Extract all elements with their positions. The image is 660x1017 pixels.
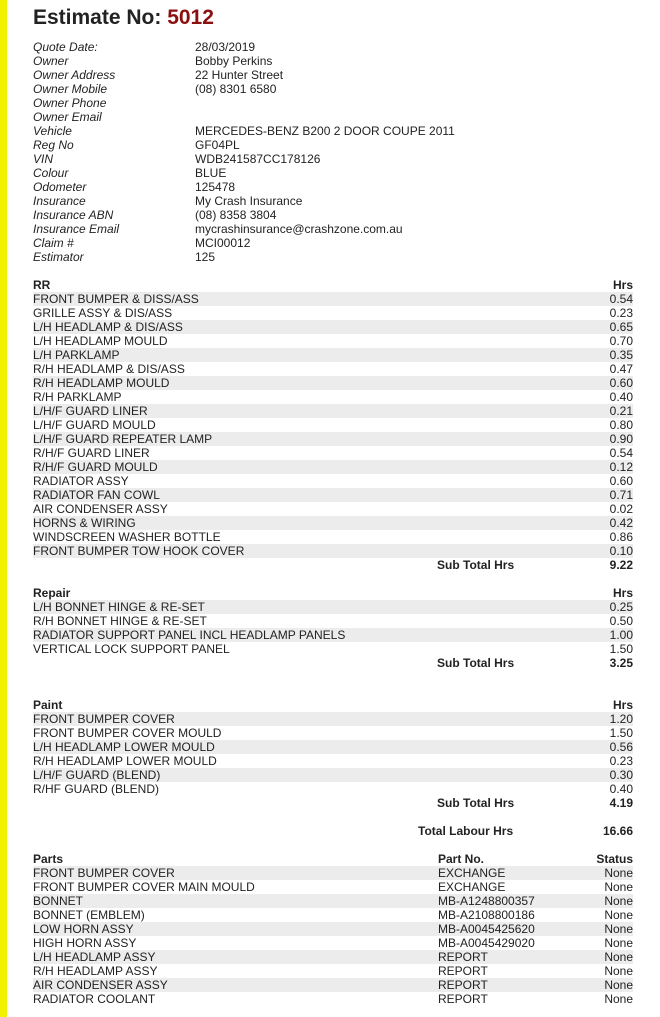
line-item-hours: 0.30 <box>609 768 633 782</box>
part-status: None <box>604 880 633 894</box>
line-item-row <box>33 600 633 614</box>
line-item-row <box>33 502 633 516</box>
subtotal-value: 3.25 <box>609 656 633 670</box>
line-item-hours: 0.40 <box>609 782 633 796</box>
part-description: L/H HEADLAMP ASSY <box>33 950 156 964</box>
line-item-hours: 0.50 <box>609 614 633 628</box>
info-value: MERCEDES-BENZ B200 2 DOOR COUPE 2011 <box>195 124 455 138</box>
part-status: None <box>604 992 633 1006</box>
part-status: None <box>604 908 633 922</box>
line-item-hours: 0.71 <box>609 488 633 502</box>
part-number: REPORT <box>438 978 488 992</box>
info-label: Owner Phone <box>33 96 107 110</box>
total-labour-label: Total Labour Hrs <box>418 824 514 838</box>
info-row <box>33 180 633 194</box>
hrs-column-header: Hrs <box>612 586 633 600</box>
line-item-description: R/HF GUARD (BLEND) <box>33 782 160 796</box>
line-item-row <box>33 530 633 544</box>
part-row <box>33 866 633 880</box>
part-status: None <box>604 894 633 908</box>
rr-header-row <box>33 278 633 292</box>
info-row <box>33 96 633 110</box>
info-value: MCI00012 <box>195 236 251 250</box>
line-item-hours: 0.35 <box>609 348 633 362</box>
part-number: MB-A0045429020 <box>438 936 535 950</box>
info-row <box>33 250 633 264</box>
info-label: Owner Email <box>33 110 102 124</box>
part-status: None <box>604 964 633 978</box>
info-label: Estimator <box>33 250 84 264</box>
subtotal-label: Sub Total Hrs <box>437 796 515 810</box>
line-item-description: R/H PARKLAMP <box>33 390 122 404</box>
info-label: Odometer <box>33 180 87 194</box>
info-row <box>33 138 633 152</box>
info-label: Insurance Email <box>33 222 120 236</box>
info-value: (08) 8358 3804 <box>195 208 277 222</box>
info-row <box>33 40 633 54</box>
info-value: 28/03/2019 <box>195 40 256 54</box>
line-item-description: HORNS & WIRING <box>33 516 136 530</box>
line-item-hours: 0.25 <box>609 600 633 614</box>
part-number: REPORT <box>438 992 488 1006</box>
page-title <box>33 6 214 30</box>
line-item-row <box>33 334 633 348</box>
info-value: mycrashinsurance@crashzone.com.au <box>195 222 403 236</box>
info-row <box>33 54 633 68</box>
part-description: HIGH HORN ASSY <box>33 936 137 950</box>
line-item-row <box>33 516 633 530</box>
part-row <box>33 950 633 964</box>
subtotal-label: Sub Total Hrs <box>437 558 515 572</box>
line-item-row <box>33 376 633 390</box>
info-label: Owner Mobile <box>33 82 108 96</box>
line-item-hours: 1.50 <box>609 642 633 656</box>
part-description: R/H HEADLAMP ASSY <box>33 964 158 978</box>
part-status: None <box>604 950 633 964</box>
line-item-row <box>33 362 633 376</box>
line-item-row <box>33 712 633 726</box>
vehicle-owner-details <box>33 40 633 264</box>
part-row <box>33 922 633 936</box>
part-row <box>33 894 633 908</box>
part-number: EXCHANGE <box>438 866 506 880</box>
subtotal-label: Sub Total Hrs <box>437 656 515 670</box>
line-item-description: L/H/F GUARD LINER <box>33 404 148 418</box>
info-value: My Crash Insurance <box>195 194 303 208</box>
line-item-description: L/H/F GUARD REPEATER LAMP <box>33 432 213 446</box>
line-item-description: R/H HEADLAMP LOWER MOULD <box>33 754 217 768</box>
estimate-number: 5012 <box>167 6 214 29</box>
line-item-row <box>33 292 633 306</box>
line-item-hours: 0.21 <box>609 404 633 418</box>
info-value: BLUE <box>195 166 227 180</box>
info-row <box>33 124 633 138</box>
rr-section <box>33 278 633 572</box>
line-item-hours: 0.86 <box>609 530 633 544</box>
estimate-label: Estimate No: <box>33 6 162 29</box>
line-item-hours: 1.20 <box>609 712 633 726</box>
line-item-description: L/H/F GUARD (BLEND) <box>33 768 161 782</box>
part-number: REPORT <box>438 964 488 978</box>
line-item-row <box>33 768 633 782</box>
line-item-description: R/H BONNET HINGE & RE-SET <box>33 614 207 628</box>
line-item-hours: 0.10 <box>609 544 633 558</box>
parts-title: Parts <box>33 852 64 866</box>
line-item-hours: 0.02 <box>609 502 633 516</box>
info-row <box>33 82 633 96</box>
line-item-hours: 0.56 <box>609 740 633 754</box>
line-item-description: L/H HEADLAMP & DIS/ASS <box>33 320 183 334</box>
line-item-hours: 0.42 <box>609 516 633 530</box>
line-item-description: R/H HEADLAMP & DIS/ASS <box>33 362 185 376</box>
line-item-hours: 0.12 <box>609 460 633 474</box>
part-description: BONNET (EMBLEM) <box>33 908 145 922</box>
part-status: None <box>604 978 633 992</box>
line-item-row <box>33 390 633 404</box>
part-row <box>33 978 633 992</box>
part-no-column-header: Part No. <box>438 852 485 866</box>
rr-subtotal-row <box>33 558 633 572</box>
total-labour-value: 16.66 <box>602 824 633 838</box>
line-item-row <box>33 740 633 754</box>
paint-header-row <box>33 698 633 712</box>
info-label: Owner Address <box>33 68 116 82</box>
info-row <box>33 194 633 208</box>
info-label: Vehicle <box>33 124 72 138</box>
paint-subtotal-row <box>33 796 633 810</box>
line-item-hours: 0.23 <box>609 754 633 768</box>
info-value <box>195 110 633 124</box>
hrs-column-header: Hrs <box>612 698 633 712</box>
line-item-hours: 0.23 <box>609 306 633 320</box>
line-item-row <box>33 628 633 642</box>
part-description: FRONT BUMPER COVER <box>33 866 175 880</box>
line-item-hours: 1.50 <box>609 726 633 740</box>
info-row <box>33 166 633 180</box>
repair-subtotal-row <box>33 656 633 670</box>
hrs-column-header: Hrs <box>612 278 633 292</box>
info-value: 22 Hunter Street <box>195 68 284 82</box>
info-value: (08) 8301 6580 <box>195 82 277 96</box>
part-description: RADIATOR COOLANT <box>33 992 156 1006</box>
info-row <box>33 236 633 250</box>
line-item-row <box>33 404 633 418</box>
line-item-hours: 0.47 <box>609 362 633 376</box>
part-number: REPORT <box>438 950 488 964</box>
left-accent-bar <box>0 0 7 1017</box>
line-item-description: FRONT BUMPER COVER MOULD <box>33 726 222 740</box>
info-row <box>33 222 633 236</box>
line-item-row <box>33 726 633 740</box>
line-item-row <box>33 544 633 558</box>
line-item-description: RADIATOR SUPPORT PANEL INCL HEADLAMP PANELS <box>33 628 346 642</box>
info-label: VIN <box>33 152 54 166</box>
line-item-row <box>33 642 633 656</box>
part-status: None <box>604 936 633 950</box>
line-item-description: FRONT BUMPER TOW HOOK COVER <box>33 544 245 558</box>
line-item-hours: 0.60 <box>609 376 633 390</box>
part-status: None <box>604 866 633 880</box>
info-label: Insurance ABN <box>33 208 114 222</box>
part-row <box>33 992 633 1006</box>
info-value <box>195 96 633 110</box>
part-description: FRONT BUMPER COVER MAIN MOULD <box>33 880 255 894</box>
line-item-description: L/H BONNET HINGE & RE-SET <box>33 600 205 614</box>
line-item-hours: 0.40 <box>609 390 633 404</box>
line-item-description: FRONT BUMPER & DISS/ASS <box>33 292 199 306</box>
part-status: None <box>604 922 633 936</box>
status-column-header: Status <box>596 852 633 866</box>
line-item-description: AIR CONDENSER ASSY <box>33 502 168 516</box>
info-label: Colour <box>33 166 69 180</box>
paint-section <box>33 698 633 810</box>
repair-title: Repair <box>33 586 71 600</box>
part-number: EXCHANGE <box>438 880 506 894</box>
line-item-row <box>33 432 633 446</box>
line-item-description: L/H PARKLAMP <box>33 348 120 362</box>
part-row <box>33 908 633 922</box>
line-item-description: WINDSCREEN WASHER BOTTLE <box>33 530 221 544</box>
part-row <box>33 880 633 894</box>
info-row <box>33 208 633 222</box>
subtotal-value: 9.22 <box>609 558 633 572</box>
line-item-hours: 0.70 <box>609 334 633 348</box>
paint-title: Paint <box>33 698 63 712</box>
line-item-row <box>33 446 633 460</box>
part-row <box>33 936 633 950</box>
line-item-row <box>33 320 633 334</box>
part-row <box>33 964 633 978</box>
line-item-description: R/H/F GUARD LINER <box>33 446 150 460</box>
part-description: AIR CONDENSER ASSY <box>33 978 168 992</box>
info-label: Reg No <box>33 138 74 152</box>
info-label: Claim # <box>33 236 74 250</box>
line-item-hours: 0.54 <box>609 292 633 306</box>
line-item-row <box>33 782 633 796</box>
info-label: Quote Date: <box>33 40 98 54</box>
repair-section <box>33 586 633 670</box>
info-value: Bobby Perkins <box>195 54 273 68</box>
line-item-row <box>33 488 633 502</box>
line-item-row <box>33 474 633 488</box>
line-item-row <box>33 460 633 474</box>
line-item-description: VERTICAL LOCK SUPPORT PANEL <box>33 642 230 656</box>
line-item-description: L/H HEADLAMP LOWER MOULD <box>33 740 215 754</box>
line-item-description: R/H/F GUARD MOULD <box>33 460 158 474</box>
repair-header-row <box>33 586 633 600</box>
line-item-row <box>33 754 633 768</box>
line-item-row <box>33 614 633 628</box>
info-row <box>33 152 633 166</box>
line-item-hours: 0.90 <box>609 432 633 446</box>
info-value: 125478 <box>195 180 236 194</box>
line-item-row <box>33 418 633 432</box>
parts-header-row <box>33 852 633 866</box>
line-item-row <box>33 348 633 362</box>
info-row <box>33 110 633 124</box>
info-value: WDB241587CC178126 <box>195 152 321 166</box>
info-row <box>33 68 633 82</box>
line-item-description: FRONT BUMPER COVER <box>33 712 175 726</box>
info-label: Owner <box>33 54 69 68</box>
part-number: MB-A2108800186 <box>438 908 535 922</box>
info-value: 125 <box>195 250 216 264</box>
part-number: MB-A0045425620 <box>438 922 535 936</box>
line-item-description: RADIATOR ASSY <box>33 474 129 488</box>
info-label: Insurance <box>33 194 86 208</box>
part-description: LOW HORN ASSY <box>33 922 134 936</box>
total-labour-row <box>33 824 633 838</box>
part-description: BONNET <box>33 894 84 908</box>
subtotal-value: 4.19 <box>609 796 633 810</box>
rr-title: RR <box>33 278 51 292</box>
line-item-description: GRILLE ASSY & DIS/ASS <box>33 306 173 320</box>
line-item-hours: 0.54 <box>609 446 633 460</box>
line-item-hours: 1.00 <box>609 628 633 642</box>
line-item-description: L/H HEADLAMP MOULD <box>33 334 168 348</box>
parts-section <box>33 852 633 1006</box>
line-item-description: RADIATOR FAN COWL <box>33 488 160 502</box>
line-item-hours: 0.65 <box>609 320 633 334</box>
info-value: GF04PL <box>195 138 240 152</box>
part-number: MB-A1248800357 <box>438 894 535 908</box>
line-item-description: L/H/F GUARD MOULD <box>33 418 156 432</box>
line-item-hours: 0.60 <box>609 474 633 488</box>
line-item-hours: 0.80 <box>609 418 633 432</box>
line-item-row <box>33 306 633 320</box>
line-item-description: R/H HEADLAMP MOULD <box>33 376 170 390</box>
